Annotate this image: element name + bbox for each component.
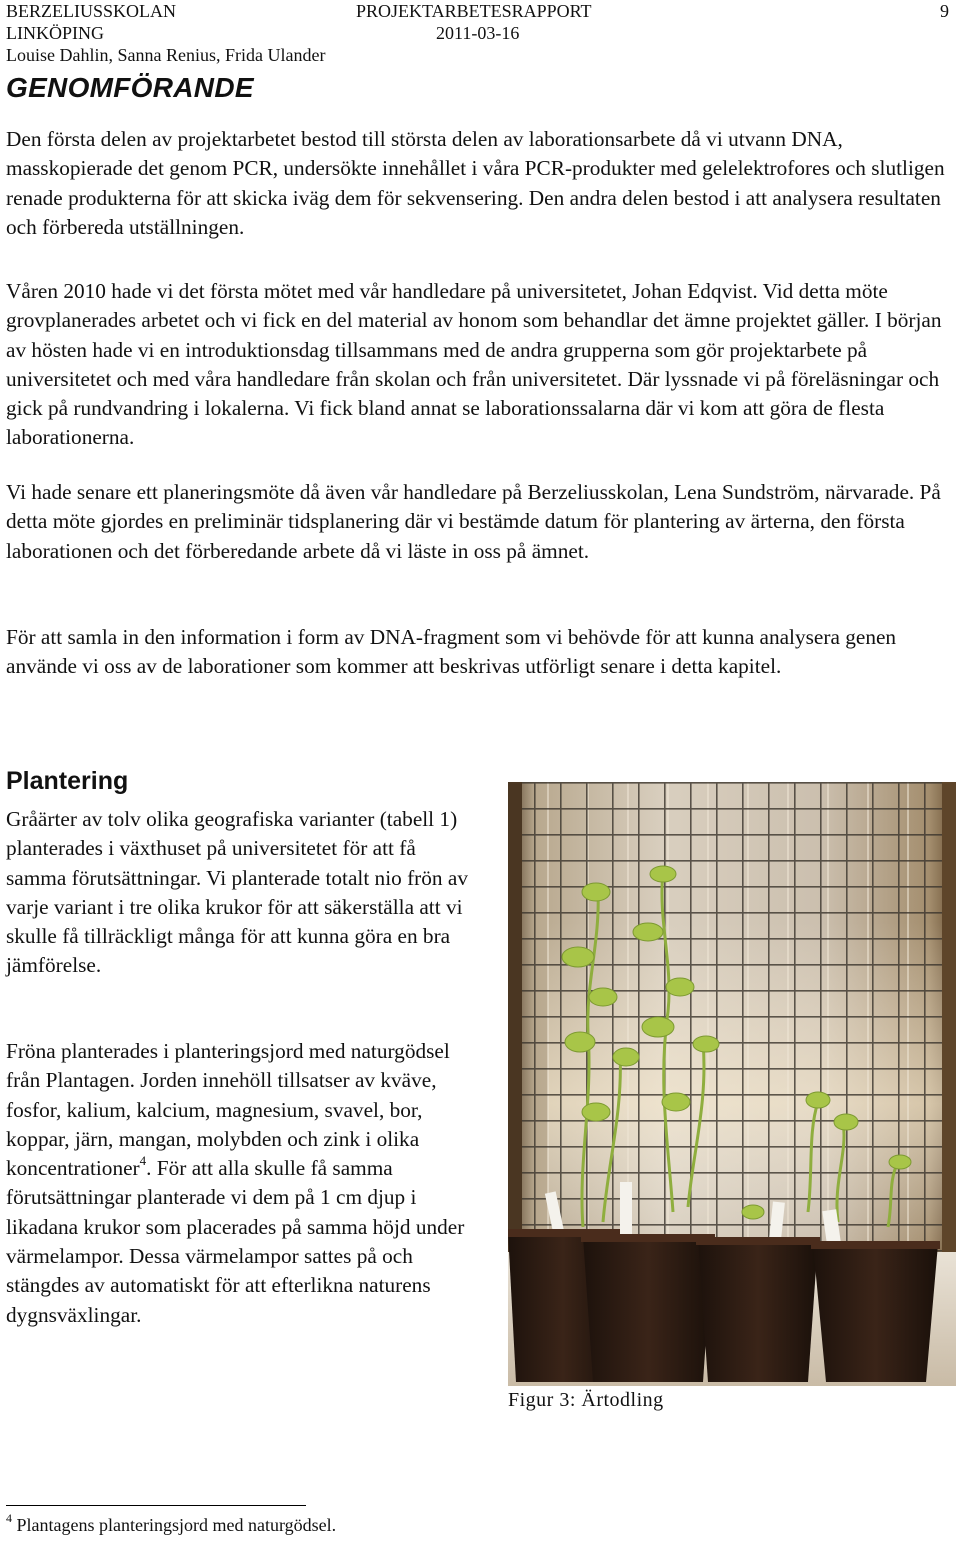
figure-caption: Figur 3: Ärtodling — [508, 1389, 664, 1411]
header-doc-type: PROJEKTARBETESRAPPORT — [356, 1, 592, 21]
paragraph-1: Den första delen av projektarbetet bestod till största delen av laborationsarbete då vi utvann DNA, masskopierade det genom PCR, undersökte innehållet i våra PCR-produkter med gelelektrofores och slutligen renade produkterna för att skicka iväg dem för sekvensering. Den andra delen bestod i att analysera resultaten och förbereda utställningen. — [6, 127, 945, 239]
header-school: BERZELIUSSKOLAN — [6, 1, 176, 21]
page-title: GENOMFÖRANDE — [6, 72, 254, 103]
header-center — [356, 0, 592, 44]
paragraph-4: För att samla in den information i form av DNA-fragment som vi behövde för att kunna analysera genen använde vi oss av de laborationer som kommer att beskrivas utförligt senare i detta kapitel. — [6, 625, 897, 679]
footnote-reference[interactable]: 4 — [139, 1153, 147, 1169]
paragraph-5: Gråärter av tolv olika geografiska varianter (tabell 1) planterades i växthuset på universitetet för att få samma förutsättningar. Vi planterade totalt nio frön av varje variant i tre olika krukor för att säkerställa att vi skulle få tillräckligt många för att kunna göra en bra jämförelse. — [6, 807, 469, 978]
paragraph-2: Våren 2010 hade vi det första mötet med vår handledare på universitetet, Johan Edqvist. Vid detta möte grovplanerades arbetet och vi fick en del material av honom som behandlar det ämne projektet gäller. I början av hösten hade vi en introduktionsdag tillsammans med de andra grupperna som gör projektarbete på universitetet och med våra handledare från skolan och från universitetet. Där lyssnade vi på föreläsningar och gick på rundvandring i lokalerna. Vi fick bland annat se laborationssalarna där vi kom att göra de flesta laborationerna. — [6, 279, 942, 450]
header-date: 2011-03-16 — [436, 23, 520, 43]
header-city: LINKÖPING — [6, 23, 104, 43]
paragraph-6-text-b: . För att alla skulle få samma förutsättningar planterade vi dem på 1 cm djup i likadana krukor som placerades på samma höjd under värmelampor. Dessa värmelampor sattes på och stängdes av automatiskt för att efterlikna naturens dygnsväxlingar. — [6, 1156, 465, 1327]
footnote-number: 4 — [6, 1511, 12, 1525]
footnote-text: Plantagens planteringsjord med naturgödsel. — [16, 1515, 337, 1535]
page-number: 9 — [940, 1, 949, 21]
header-authors: Louise Dahlin, Sanna Renius, Frida Ulander — [6, 45, 326, 65]
footnote — [6, 1511, 337, 1536]
paragraph-6 — [6, 1037, 476, 1330]
footnote-divider — [6, 1505, 306, 1506]
header-left — [6, 0, 325, 66]
paragraph-6-text-a: Fröna planterades i planteringsjord med naturgödsel från Plantagen. Jorden innehöll tillsatser av kväve, fosfor, kalium, kalcium, magnesium, svavel, bor, koppar, järn, mangan, molybden och zink i olika koncentrationer — [6, 1039, 450, 1181]
paragraph-3: Vi hade senare ett planeringsmöte då även vår handledare på Berzeliusskolan, Lena Sundström, närvarade. På detta möte gjordes en preliminär tidsplanering där vi bestämde datum för plantering av ärterna, den första laborationen och det förberedande arbete då vi läste in oss på ämnet. — [6, 480, 941, 563]
section-heading: Plantering — [6, 767, 129, 795]
pea-plants-photo — [508, 782, 956, 1386]
